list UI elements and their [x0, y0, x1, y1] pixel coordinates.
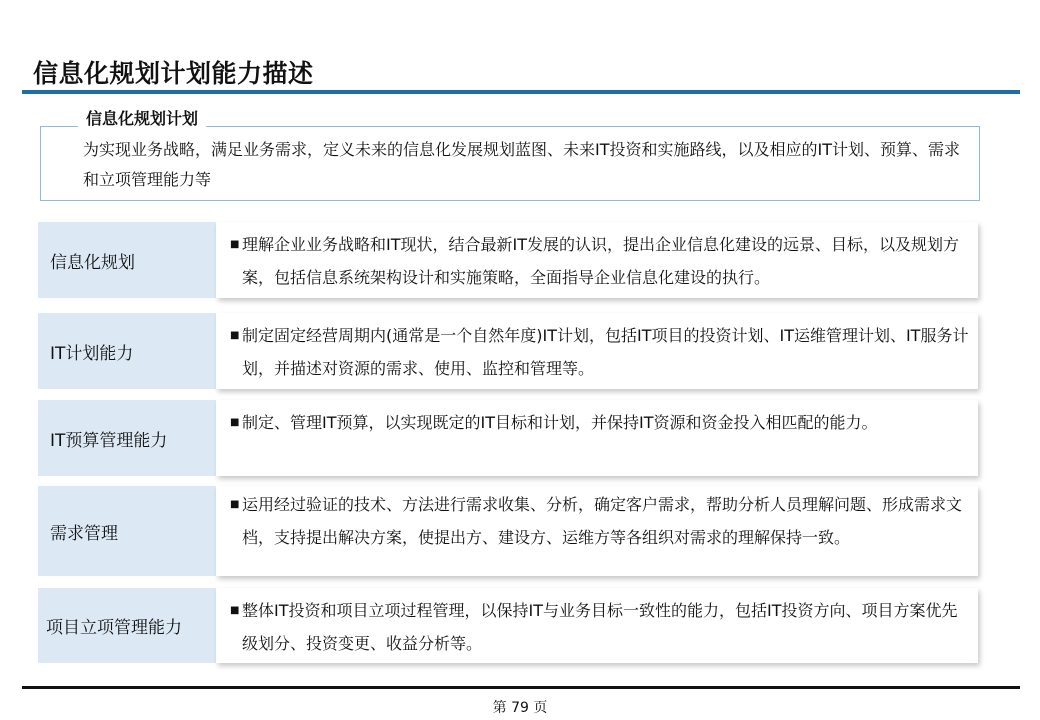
row-description: ■ 制定固定经营周期内(通常是一个自然年度)IT计划，包括IT项目的投资计划、IT运维管理计划、IT服务计划，并描述对资源的需求、使用、监控和管理等。 — [216, 313, 978, 389]
square-bullet-icon: ■ — [230, 417, 240, 428]
row-description: ■ 理解企业业务战略和IT现状，结合最新IT发展的认识，提出企业信息化建设的远景、目标，以及规划方案，包括信息系统架构设计和实施策略，全面指导企业信息化建设的执行。 — [216, 222, 978, 298]
page-title: 信息化规划计划能力描述 — [33, 59, 314, 88]
capability-row-planning — [38, 222, 978, 298]
row-description: ■ 整体IT投资和项目立项过程管理，以保持IT与业务目标一致性的能力，包括IT投资方向、项目方案优先级划分、投资变更、收益分析等。 — [216, 588, 978, 663]
footer-rule — [22, 686, 1020, 689]
page-number: 第 79 页 — [492, 700, 548, 716]
row-description: ■ 制定、管理IT预算，以实现既定的IT目标和计划，并保持IT资源和资金投入相匹配的能力。 — [216, 400, 978, 476]
square-bullet-icon: ■ — [230, 239, 240, 250]
row-label: 需求管理 — [38, 486, 216, 576]
row-label: IT预算管理能力 — [38, 400, 216, 476]
square-bullet-icon: ■ — [230, 330, 240, 341]
capability-row-it-budget — [38, 400, 978, 476]
capability-row-project-approval — [38, 588, 978, 663]
definition-label: 信息化规划计划 — [78, 106, 206, 129]
row-label: IT计划能力 — [38, 313, 216, 389]
square-bullet-icon: ■ — [230, 605, 240, 616]
capability-row-requirements — [38, 486, 978, 576]
row-label: 信息化规划 — [38, 222, 216, 298]
definition-box — [40, 126, 980, 201]
row-description: ■ 运用经过验证的技术、方法进行需求收集、分析，确定客户需求，帮助分析人员理解问题、形成需求文档，支持提出解决方案，使提出方、建设方、运维方等各组织对需求的理解保持一致。 — [216, 486, 978, 576]
title-underline — [22, 90, 1020, 94]
definition-text: 为实现业务战略，满足业务需求，定义未来的信息化发展规划蓝图、未来IT投资和实施路线，以及相应的IT计划、预算、需求和立项管理能力等 — [83, 140, 960, 189]
capability-row-it-plan — [38, 313, 978, 389]
square-bullet-icon: ■ — [230, 499, 240, 510]
row-label: 项目立项管理能力 — [38, 588, 216, 663]
